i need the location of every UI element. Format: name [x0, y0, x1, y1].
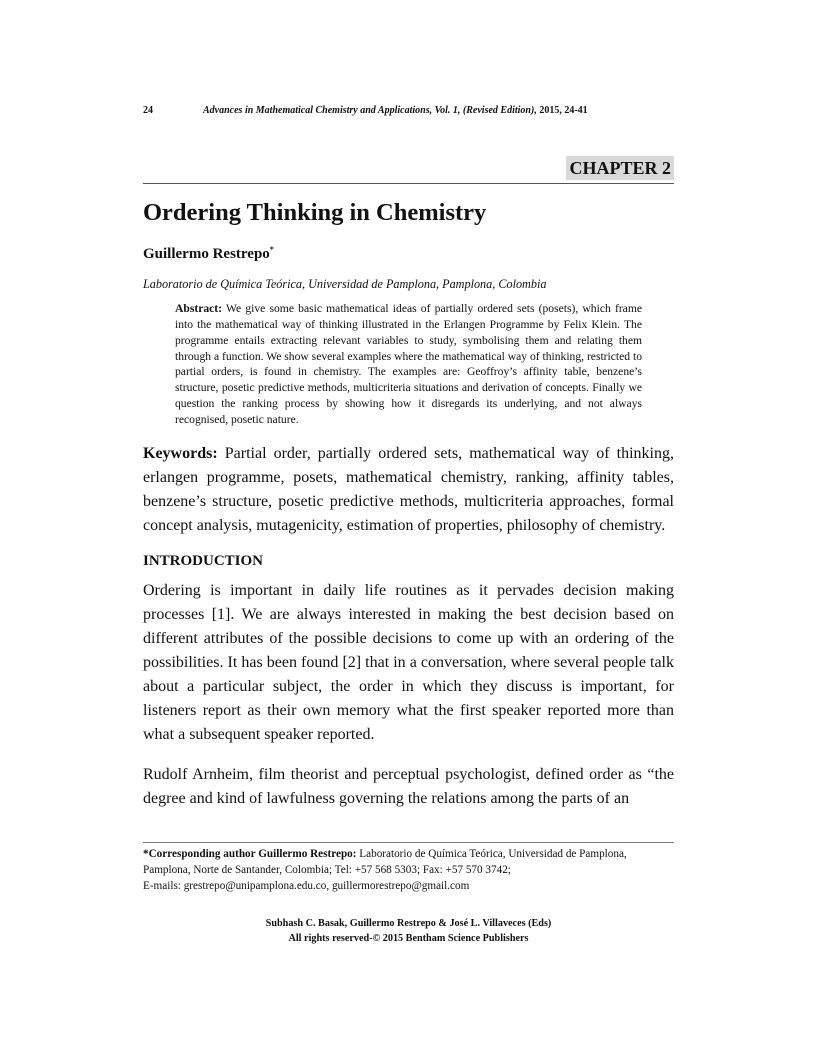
footnote-text: Laboratorio de Química Teórica, Universidad de Pamplona, Pamplona, Norte de Santander, Colombia; Tel: +57 568 5303; Fax: +57 570 3742;: [143, 848, 627, 876]
abstract-text: We give some basic mathematical ideas of partially ordered sets (posets), which frame into the mathematical way of thinking illustrated in the Erlangen Programme by Felix Klein. The programme entails extracting relevant variables to study, symbolising them and relating them through a function. We show several examples where the mathematical way of thinking, restricted to partial orders, is found in chemistry. The examples are: Geoffroy’s affinity table, benzene’s structure, posetic predictive methods, multicriteria situations and derivation of concepts. Finally we question the ranking process by showing how it disregards its underlying, and not always recognised, posetic nature.: [175, 302, 642, 426]
affiliation: Laboratorio de Química Teórica, Universidad de Pamplona, Pamplona, Colombia: [143, 277, 547, 291]
footnote-rule: [143, 842, 674, 843]
publisher-info: [143, 916, 674, 946]
author-name: Guillermo Restrepo: [143, 246, 270, 262]
journal-year-pages: 2015, 24-41: [536, 105, 588, 116]
author: [143, 244, 674, 264]
header-rule: [143, 183, 674, 184]
keywords-text: Partial order, partially ordered sets, mathematical way of thinking, erlangen programme, posets, mathematical chemistry, ranking, affinity tables, benzene’s structure, posetic predictive methods, multicriteria approaches, formal concept analysis, mutagenicity, estimation of properties, philosophy of chemistry.: [143, 444, 674, 535]
editors: Subhash C. Basak, Guillermo Restrepo & José L. Villaveces (Eds): [265, 918, 552, 929]
body-paragraph: Ordering is important in daily life routines as it pervades decision making processes [1]. We are always interested in making the best decision based on different attributes of the possible decisions to come up with an ordering of the possibilities. It has been found [2] that in a conversation, where several people talk about a particular subject, the order in which they discuss is important, for listeners report as their own memory what the first speaker reported more than what a subsequent speaker reported.: [143, 581, 674, 743]
chapter-label: CHAPTER 2: [566, 156, 674, 180]
copyright: All rights reserved-© 2015 Bentham Science Publishers: [288, 933, 529, 944]
keywords: [143, 442, 674, 539]
running-header: [143, 104, 674, 118]
footnote-emails: E-mails: grestrepo@unipamplona.edu.co, guillermorestrepo@gmail.com: [143, 880, 470, 892]
abstract: [175, 301, 642, 428]
keywords-label: Keywords:: [143, 444, 218, 462]
chapter-title: Ordering Thinking in Chemistry: [143, 199, 487, 226]
footnote-mark: *: [269, 245, 274, 254]
footnote-label: *Corresponding author Guillermo Restrepo:: [143, 848, 357, 860]
body-paragraph: Rudolf Arnheim, film theorist and perceptual psychologist, defined order as “the degree and kind of lawfulness governing the relations among the parts of an: [143, 765, 674, 807]
page-number: 24: [143, 105, 153, 116]
page-footer: [143, 826, 674, 946]
abstract-label: Abstract:: [175, 302, 223, 315]
section-heading: INTRODUCTION: [143, 552, 264, 569]
journal-title: Advances in Mathematical Chemistry and Applications, Vol. 1, (Revised Edition),: [203, 105, 537, 116]
chapter-row: [143, 156, 674, 182]
footnote: [143, 846, 674, 894]
